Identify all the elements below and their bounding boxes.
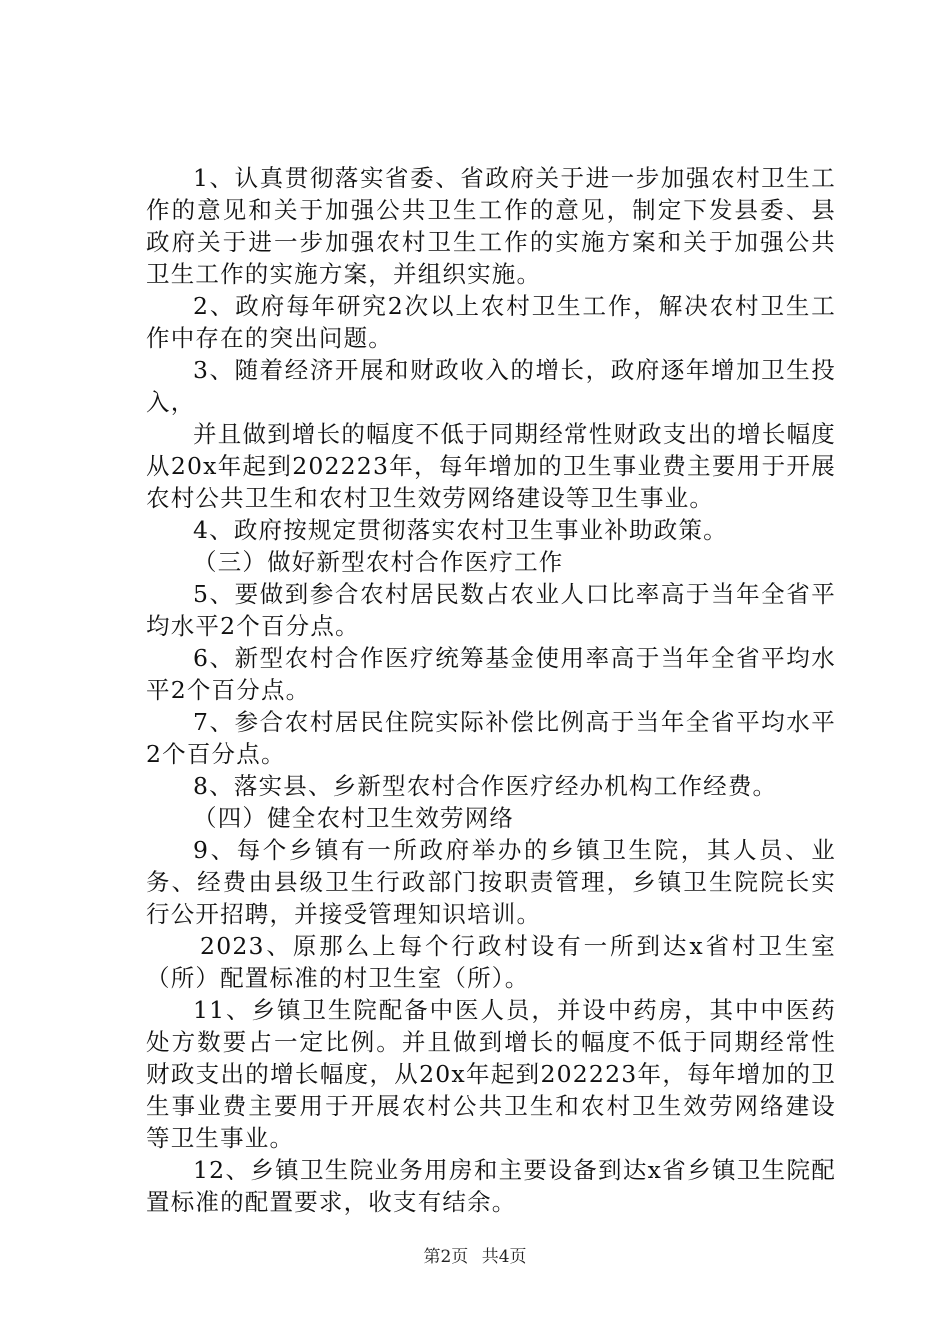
section-heading-4: （四）健全农村卫生效劳网络 bbox=[193, 804, 515, 832]
paragraph-item-5: 5、要做到参合农村居民数占农业人口比率高于当年全省平均水平2个百分点。 bbox=[146, 580, 836, 640]
paragraph-item-4: 4、政府按规定贯彻落实农村卫生事业补助政策。 bbox=[193, 516, 728, 544]
paragraph-item-10: 2023、原那么上每个行政村设有一所到达x省村卫生室（所）配置标准的村卫生室（所）。 bbox=[146, 932, 836, 992]
paragraph-item-8: 8、落实县、乡新型农村合作医疗经办机构工作经费。 bbox=[193, 772, 778, 800]
section-heading-3: （三）做好新型农村合作医疗工作 bbox=[193, 548, 564, 576]
document-body bbox=[146, 162, 836, 1218]
paragraph-item-3: 3、随着经济开展和财政收入的增长，政府逐年增加卫生投入， bbox=[146, 356, 836, 416]
paragraph-item-7: 7、参合农村居民住院实际补偿比例高于当年全省平均水平2个百分点。 bbox=[146, 708, 836, 768]
paragraph-item-1: 1、认真贯彻落实省委、省政府关于进一步加强农村卫生工作的意见和关于加强公共卫生工作的意见，制定下发县委、县政府关于进一步加强农村卫生工作的实施方案和关于加强公共卫生工作的实施方案，并组织实施。 bbox=[146, 164, 836, 288]
paragraph-item-12: 12、乡镇卫生院业务用房和主要设备到达x省乡镇卫生院配置标准的配置要求，收支有结余。 bbox=[146, 1156, 836, 1216]
paragraph-item-6: 6、新型农村合作医疗统筹基金使用率高于当年全省平均水平2个百分点。 bbox=[146, 644, 836, 704]
paragraph-item-3-continued: 并且做到增长的幅度不低于同期经常性财政支出的增长幅度从20x年起到202223年，每年增加的卫生事业费主要用于开展农村公共卫生和农村卫生效劳网络建设等卫生事业。 bbox=[146, 420, 836, 512]
paragraph-item-11: 11、乡镇卫生院配备中医人员，并设中药房，其中中医药处方数要占一定比例。并且做到增长的幅度不低于同期经常性财政支出的增长幅度，从20x年起到202223年，每年增加的卫生事业费主要用于开展农村公共卫生和农村卫生效劳网络建设等卫生事业。 bbox=[146, 996, 836, 1152]
page-footer bbox=[0, 1242, 950, 1267]
paragraph-item-9: 9、每个乡镇有一所政府举办的乡镇卫生院，其人员、业务、经费由县级卫生行政部门按职责管理，乡镇卫生院院长实行公开招聘，并接受管理知识培训。 bbox=[146, 836, 836, 928]
page-number: 第2页 bbox=[423, 1247, 469, 1267]
paragraph-item-2: 2、政府每年研究2次以上农村卫生工作，解决农村卫生工作中存在的突出问题。 bbox=[146, 292, 836, 352]
page-total: 共4页 bbox=[481, 1247, 527, 1267]
